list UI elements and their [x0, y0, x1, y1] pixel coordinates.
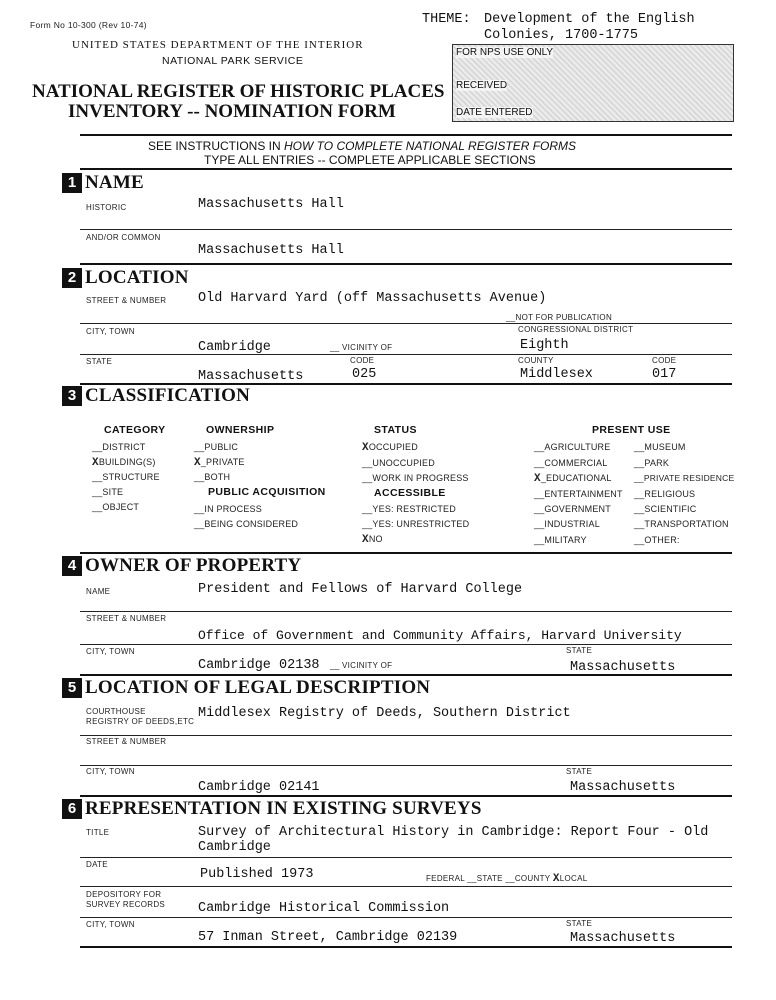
use-other: __OTHER: [634, 535, 680, 545]
owner-street-label: STREET & NUMBER [86, 614, 167, 623]
status-occupied: XOCCUPIED [362, 442, 418, 454]
section-title-owner: OWNER OF PROPERTY [85, 555, 302, 576]
depository-label-1: DEPOSITORY FOR [86, 890, 162, 899]
theme-label: THEME: [422, 12, 471, 27]
access-yes-unrestricted: __YES: UNRESTRICTED [362, 519, 470, 529]
survey-city-label: CITY, TOWN [86, 920, 135, 929]
use-private-residence: __PRIVATE RESIDENCE [634, 473, 735, 483]
survey-date-label: DATE [86, 860, 108, 869]
code-label: CODE [350, 356, 375, 365]
owner-state-label: STATE [566, 646, 593, 655]
use-government: __GOVERNMENT [534, 504, 611, 514]
form-title-line2: INVENTORY -- NOMINATION FORM [68, 101, 396, 122]
state-label: STATE [86, 357, 113, 366]
category-heading: CATEGORY [104, 424, 166, 436]
divider [80, 611, 732, 612]
divider [80, 917, 732, 918]
department-name: UNITED STATES DEPARTMENT OF THE INTERIOR [72, 39, 364, 51]
divider [80, 857, 732, 858]
use-agriculture: __AGRICULTURE [534, 442, 611, 452]
use-entertainment: __ENTERTAINMENT [534, 489, 623, 499]
ownership-public: __PUBLIC [194, 442, 239, 452]
use-museum: __MUSEUM [634, 442, 686, 452]
present-use-heading: PRESENT USE [592, 424, 671, 436]
divider [80, 354, 732, 355]
ownership-private: X_PRIVATE [194, 457, 245, 469]
access-yes-restricted: __YES: RESTRICTED [362, 504, 456, 514]
survey-date: Published 1973 [200, 867, 314, 882]
category-object: __OBJECT [92, 502, 140, 512]
service-name: NATIONAL PARK SERVICE [162, 55, 304, 67]
historic-label: HISTORIC [86, 203, 127, 212]
section-divider [80, 263, 732, 265]
status-heading: STATUS [374, 424, 417, 436]
state-code: 025 [352, 367, 377, 382]
accessible-heading: ACCESSIBLE [374, 487, 446, 499]
section-number: 2 [62, 268, 82, 288]
registry-label: REGISTRY OF DEEDS,ETC [86, 717, 195, 726]
local-label: LOCAL [559, 874, 588, 883]
legal-city-label: CITY, TOWN [86, 767, 135, 776]
owner-name-label: NAME [86, 587, 111, 596]
city-label: CITY, TOWN [86, 327, 135, 336]
check-mark: X [552, 873, 560, 885]
owner-state: Massachusetts [570, 660, 676, 675]
acquisition-being-considered: __BEING CONSIDERED [194, 519, 299, 529]
access-no: XNO [362, 534, 383, 546]
ownership-heading: OWNERSHIP [206, 424, 275, 436]
use-religious: __RELIGIOUS [634, 489, 696, 499]
section-divider [80, 552, 732, 554]
depository-value: Cambridge Historical Commission [198, 901, 450, 916]
legal-state: Massachusetts [570, 780, 676, 795]
section-number: 6 [62, 799, 82, 819]
use-transportation: __TRANSPORTATION [634, 519, 729, 529]
section-number: 1 [62, 173, 82, 193]
state-value: Massachusetts [198, 369, 304, 384]
section-divider [80, 674, 732, 676]
owner-vicinity-of: __ VICINITY OF [330, 661, 393, 670]
use-park: __PARK [634, 458, 670, 468]
check-mark: X [362, 442, 369, 454]
survey-title-line1: Survey of Architectural History in Cambridge: Report Four - Old [198, 825, 709, 840]
divider [80, 134, 732, 136]
legal-city: Cambridge 02141 [198, 780, 320, 795]
common-name-label: AND/OR COMMON [86, 233, 161, 242]
county-label: COUNTY [518, 356, 554, 365]
legal-street-label: STREET & NUMBER [86, 737, 167, 746]
county-code-label: CODE [652, 356, 677, 365]
divider [80, 765, 732, 766]
instructions-line1: SEE INSTRUCTIONS IN HOW TO COMPLETE NATIONAL REGISTER FORMS [148, 139, 577, 153]
historic-name: Massachusetts Hall [198, 197, 344, 212]
common-name: Massachusetts Hall [198, 243, 344, 258]
divider [80, 323, 732, 324]
county-value: Middlesex [520, 367, 593, 382]
check-mark: X [534, 473, 541, 485]
check-mark: X [92, 457, 99, 469]
owner-city: Cambridge 02138 [198, 658, 320, 673]
divider [80, 735, 732, 736]
congressional-district: Eighth [520, 338, 569, 353]
owner-street: Office of Government and Community Affairs, Harvard University [198, 628, 682, 643]
acquisition-in-process: __IN PROCESS [194, 504, 262, 514]
section-title-location: LOCATION [85, 267, 189, 288]
section-number: 4 [62, 556, 82, 576]
section-divider [80, 168, 732, 170]
survey-level-options: FEDERAL __STATE __COUNTY XLOCAL [426, 873, 588, 885]
section-title-classification: CLASSIFICATION [85, 385, 251, 406]
street-label: STREET & NUMBER [86, 296, 167, 305]
category-site: __SITE [92, 487, 124, 497]
section-number: 5 [62, 678, 82, 698]
received-label: RECEIVED [456, 80, 508, 91]
category-buildings: XBUILDING(S) [92, 457, 156, 469]
status-work-in-progress: __WORK IN PROGRESS [362, 473, 469, 483]
use-educational: X_EDUCATIONAL [534, 473, 612, 485]
check-mark: X [194, 457, 201, 469]
divider [80, 886, 732, 887]
category-district: __DISTRICT [92, 442, 146, 452]
use-commercial: __COMMERCIAL [534, 458, 608, 468]
vicinity-of: __ VICINITY OF [330, 343, 393, 352]
owner-city-label: CITY, TOWN [86, 647, 135, 656]
courthouse-value: Middlesex Registry of Deeds, Southern District [198, 706, 571, 721]
nps-use-box [452, 44, 734, 122]
survey-title-label: TITLE [86, 828, 110, 837]
section-title-legal-description: LOCATION OF LEGAL DESCRIPTION [85, 677, 431, 698]
theme-line2: Colonies, 1700-1775 [484, 28, 638, 43]
nps-use-only-label: FOR NPS USE ONLY [456, 47, 554, 58]
survey-title-line2: Cambridge [198, 840, 271, 855]
county-code: 017 [652, 367, 677, 382]
divider [80, 946, 732, 948]
status-unoccupied: __UNOCCUPIED [362, 458, 435, 468]
section-title-surveys: REPRESENTATION IN EXISTING SURVEYS [85, 798, 482, 819]
ownership-both: __BOTH [194, 472, 231, 482]
divider [80, 644, 732, 645]
section-divider [80, 795, 732, 797]
not-for-publication: __NOT FOR PUBLICATION [506, 313, 613, 322]
form-title-line1: NATIONAL REGISTER OF HISTORIC PLACES [32, 81, 445, 102]
owner-name: President and Fellows of Harvard College [198, 582, 523, 597]
divider [80, 229, 732, 230]
congressional-district-label: CONGRESSIONAL DISTRICT [518, 325, 634, 334]
check-mark: X [362, 534, 369, 546]
form-number: Form No 10-300 (Rev 10-74) [30, 20, 147, 30]
section-number: 3 [62, 386, 82, 406]
survey-state-label: STATE [566, 919, 593, 928]
instructions-line2: TYPE ALL ENTRIES -- COMPLETE APPLICABLE SECTIONS [204, 153, 536, 167]
legal-state-label: STATE [566, 767, 593, 776]
public-acquisition-heading: PUBLIC ACQUISITION [208, 486, 326, 498]
survey-state: Massachusetts [570, 931, 676, 946]
survey-city: 57 Inman Street, Cambridge 02139 [198, 930, 458, 945]
courthouse-label: COURTHOUSE [86, 707, 146, 716]
city-value: Cambridge [198, 340, 271, 355]
use-scientific: __SCIENTIFIC [634, 504, 697, 514]
date-entered-label: DATE ENTERED [456, 107, 533, 118]
use-industrial: __INDUSTRIAL [534, 519, 600, 529]
use-military: __MILITARY [534, 535, 587, 545]
depository-label-2: SURVEY RECORDS [86, 900, 166, 909]
section-title-name: NAME [85, 172, 144, 193]
street-address: Old Harvard Yard (off Massachusetts Avenue) [198, 291, 547, 306]
theme-line1: Development of the English [484, 12, 695, 27]
category-structure: __STRUCTURE [92, 472, 160, 482]
